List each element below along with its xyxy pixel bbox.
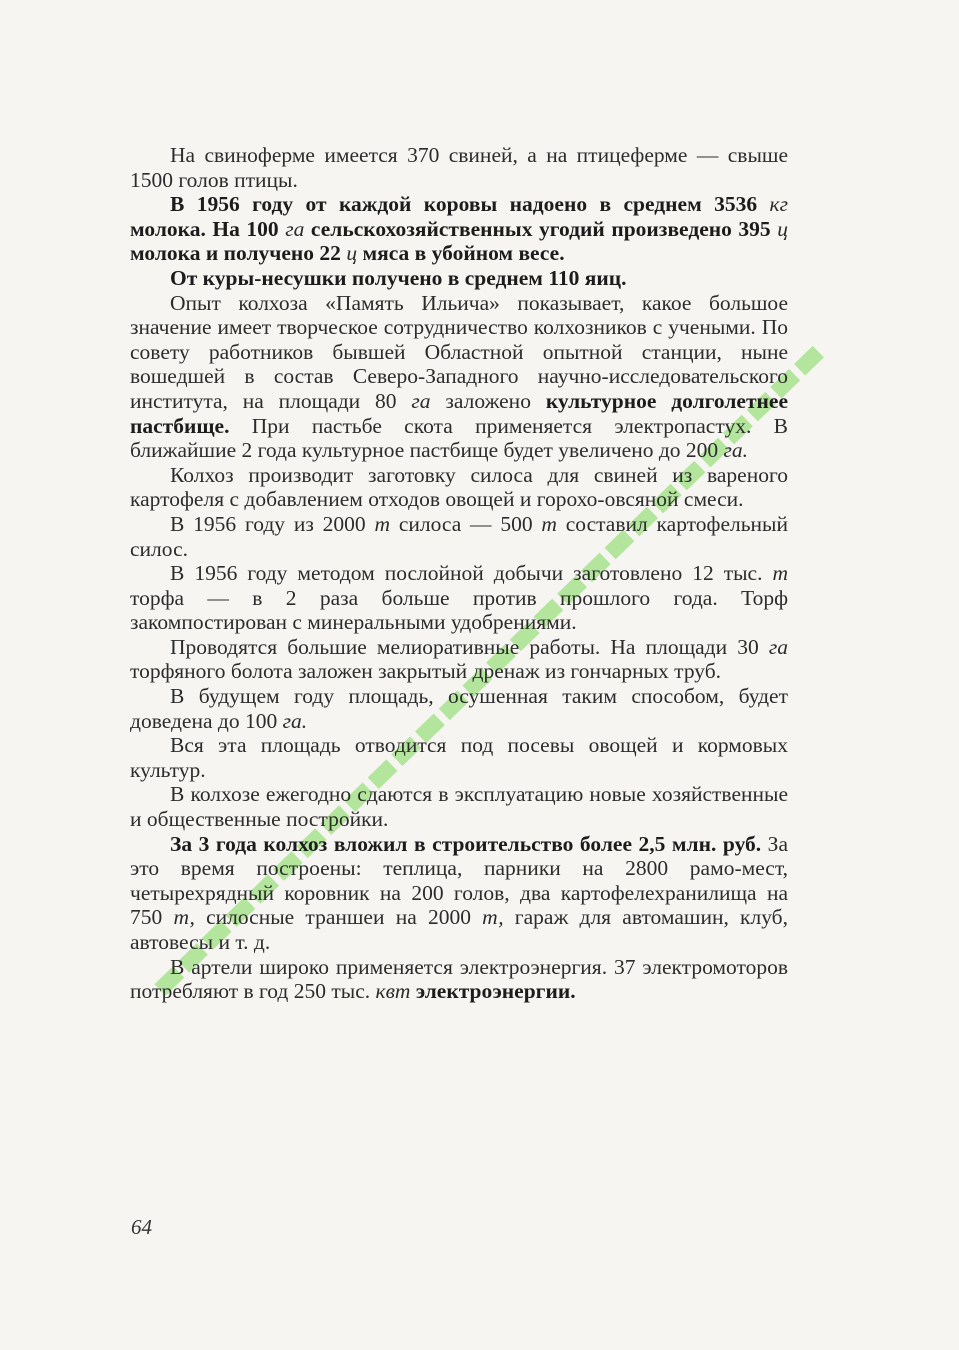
- text-run: кг: [769, 192, 788, 217]
- text-run: гараж для автомашин, клуб, автовесы и т. д.: [130, 905, 789, 954]
- text-run: Колхоз производит заготовку силоса для свиней из вареного картофеля с добавлением отходов овощей и горохо-овсяной смеси.: [130, 462, 788, 512]
- text-run: торфа — в 2 раза больше против прошлого года. Торф закомпостирован с минеральными удобрениями.: [130, 585, 788, 635]
- text-run: молока. На 100: [130, 216, 286, 241]
- text-run: составил картофельный силос.: [130, 511, 788, 561]
- paragraph: [130, 291, 788, 463]
- text-run: Опыт колхоза «Память Ильича» показывает, какое большое значение имеет творческое сотрудничество колхозников с учеными. По совету работников бывшей Областной опытной станции, ныне вошедшей в состав Северо-Западного научно-исследовательского института, на площади 80: [130, 290, 788, 413]
- text-run: т: [541, 511, 557, 536]
- text-run: ц: [346, 241, 358, 266]
- text-run: Вся эта площадь отводится под посевы овощей и кормовых культур.: [130, 733, 788, 782]
- text-run: В 1956 году от каждой коровы надоено в среднем 3536: [170, 192, 770, 217]
- page-number: 64: [131, 1215, 152, 1239]
- text-run: В колхозе ежегодно сдаются в эксплуатацию новые хозяйственные и общественные постройки.: [130, 782, 788, 832]
- paragraph: [130, 733, 788, 782]
- text-run: торфяного болота заложен закрытый дренаж из гончарных труб.: [130, 659, 722, 684]
- text-run: га.: [723, 438, 749, 463]
- text-run: В артели широко применяется электроэнергия. 37 электромоторов потребляют в год 250 тыс.: [130, 954, 788, 1004]
- paragraph: [130, 266, 788, 291]
- text-run: квт: [375, 979, 411, 1004]
- paragraph: [130, 684, 788, 733]
- paragraph: [130, 192, 788, 266]
- text-run: ц: [777, 216, 788, 241]
- text-run: га: [411, 388, 431, 413]
- text-run: На свиноферме имеется 370 свиней, а на птицеферме — свыше 1500 голов птицы.: [130, 143, 788, 192]
- page-text: [130, 143, 788, 1004]
- text-run: За это время построены: теплица, парники на 2800 рамо-мест, четырехрядный коровник на 200 голов, два картофелехранилища на 750: [130, 831, 788, 930]
- paragraph: [130, 832, 788, 955]
- text-run: т: [772, 561, 788, 586]
- text-run: заложено: [430, 388, 546, 413]
- text-run: га: [768, 634, 788, 659]
- paragraph: [130, 463, 788, 512]
- paragraph: [130, 143, 788, 192]
- text-run: В будущем году площадь, осушенная таким способом, будет доведена до 100: [130, 684, 788, 733]
- text-run: культурное долголетнее пастбище.: [130, 388, 788, 438]
- text-run: т: [374, 511, 391, 536]
- text-run: силоса — 500: [390, 511, 542, 536]
- paragraph: [130, 561, 788, 635]
- text-run: молока и получено 22: [130, 241, 347, 266]
- text-run: электроэнергии.: [410, 979, 576, 1004]
- text-run: силосные траншеи на 2000: [194, 905, 483, 930]
- text-run: От куры-несушки получено в среднем 110 яиц.: [170, 265, 627, 290]
- text-run: сельскохозяйственных угодий произведено 395: [304, 216, 778, 241]
- text-run: га: [285, 216, 305, 241]
- paragraph: [130, 782, 788, 831]
- text-run: т,: [482, 905, 504, 930]
- paragraph: [130, 512, 788, 561]
- text-run: За 3 года колхоз вложил в строительство более 2,5 млн. руб.: [170, 831, 762, 856]
- text-run: При пастьбе скота применяется электропастух. В ближайшие 2 года культурное пастбище будет увеличено до 200: [130, 413, 788, 463]
- text-run: Проводятся большие мелиоративные работы. На площади 30: [170, 634, 769, 659]
- text-run: т,: [173, 905, 195, 930]
- paragraph: [130, 635, 788, 684]
- text-run: мяса в убойном весе.: [357, 241, 565, 266]
- text-run: га.: [282, 708, 308, 733]
- text-run: В 1956 году методом послойной добычи заготовлено 12 тыс.: [170, 561, 773, 586]
- text-run: В 1956 году из 2000: [170, 511, 375, 536]
- paragraph: [130, 955, 788, 1004]
